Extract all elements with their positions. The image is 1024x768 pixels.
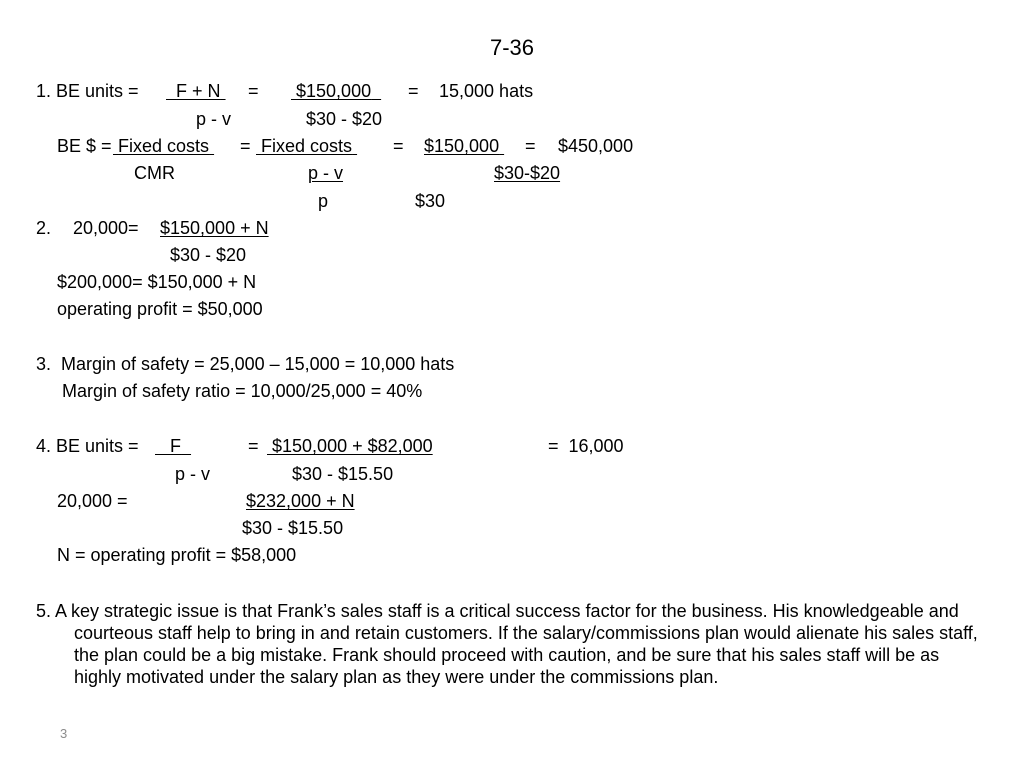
s4-denominator-2: $30 - $15.50 <box>242 518 344 538</box>
s1-denominator-value-2: $30-$20 <box>494 163 561 183</box>
s1-be-dollar-label: BE $ = <box>57 136 112 156</box>
s1-numerator-value: $150,000 <box>296 81 372 101</box>
s2-line-3: operating profit = $50,000 <box>57 299 263 319</box>
s1-fixed-costs-2: Fixed costs <box>261 136 353 156</box>
s1-denominator-value: $30 - $20 <box>306 109 383 129</box>
slide-title: 7-36 <box>490 35 535 60</box>
s2-line-2: $200,000= $150,000 + N <box>57 272 257 292</box>
s1-result-2: $450,000 <box>558 136 634 156</box>
s3-line-2: Margin of safety ratio = 10,000/25,000 = 40% <box>62 381 423 401</box>
s1-result: 15,000 hats <box>439 81 534 101</box>
s4-numerator-2: $232,000 + N <box>246 491 355 511</box>
s3-line-1: 3. Margin of safety = 25,000 – 15,000 = 10,000 hats <box>36 354 455 374</box>
s1-equals-3: = <box>240 136 251 156</box>
s1-equals-5: = <box>525 136 536 156</box>
s4-numerator: F <box>170 436 182 456</box>
s4-last-line: N = operating profit = $58,000 <box>57 545 297 565</box>
s4-label: 4. BE units = <box>36 436 139 456</box>
s4-numerator-value: $150,000 + $82,000 <box>272 436 433 456</box>
s1-cmr: CMR <box>134 163 175 183</box>
s1-equals-1: = <box>248 81 259 101</box>
s1-label: 1. BE units = <box>36 81 139 101</box>
s1-equals-2: = <box>408 81 419 101</box>
s4-equals: = <box>248 436 259 456</box>
s1-equals-4: = <box>393 136 404 156</box>
s4-denominator: p - v <box>175 464 211 484</box>
s1-numerator: F + N <box>176 81 221 101</box>
s1-fixed-value: $150,000 <box>424 136 500 156</box>
s1-denominator: p - v <box>196 109 232 129</box>
page-number: 3 <box>60 726 68 741</box>
s1-p-value: $30 <box>415 191 446 211</box>
s1-p: p <box>318 191 329 211</box>
s4-result: = 16,000 <box>548 436 624 456</box>
s2-label: 2. <box>36 218 52 238</box>
s2-numerator: $150,000 + N <box>160 218 269 238</box>
s4-lhs: 20,000 = <box>57 491 128 511</box>
s4-denominator-value: $30 - $15.50 <box>292 464 394 484</box>
s2-lhs: 20,000= <box>73 218 139 238</box>
s5-paragraph: 5. A key strategic issue is that Frank’s sales staff is a critical success factor for the business. His knowledgeable and courteous staff help to bring in and retain customers. If the salary/commissions plan would alienate his sales staff, the plan could be a big mistake. Frank should proceed with caution, and be sure that his sales staff will be as highly motivated under the salary plan as they were under the commissions plan. <box>36 601 978 687</box>
s1-p-minus-v: p - v <box>308 163 344 183</box>
s1-fixed-costs-1: Fixed costs <box>118 136 210 156</box>
s2-denominator: $30 - $20 <box>170 245 247 265</box>
